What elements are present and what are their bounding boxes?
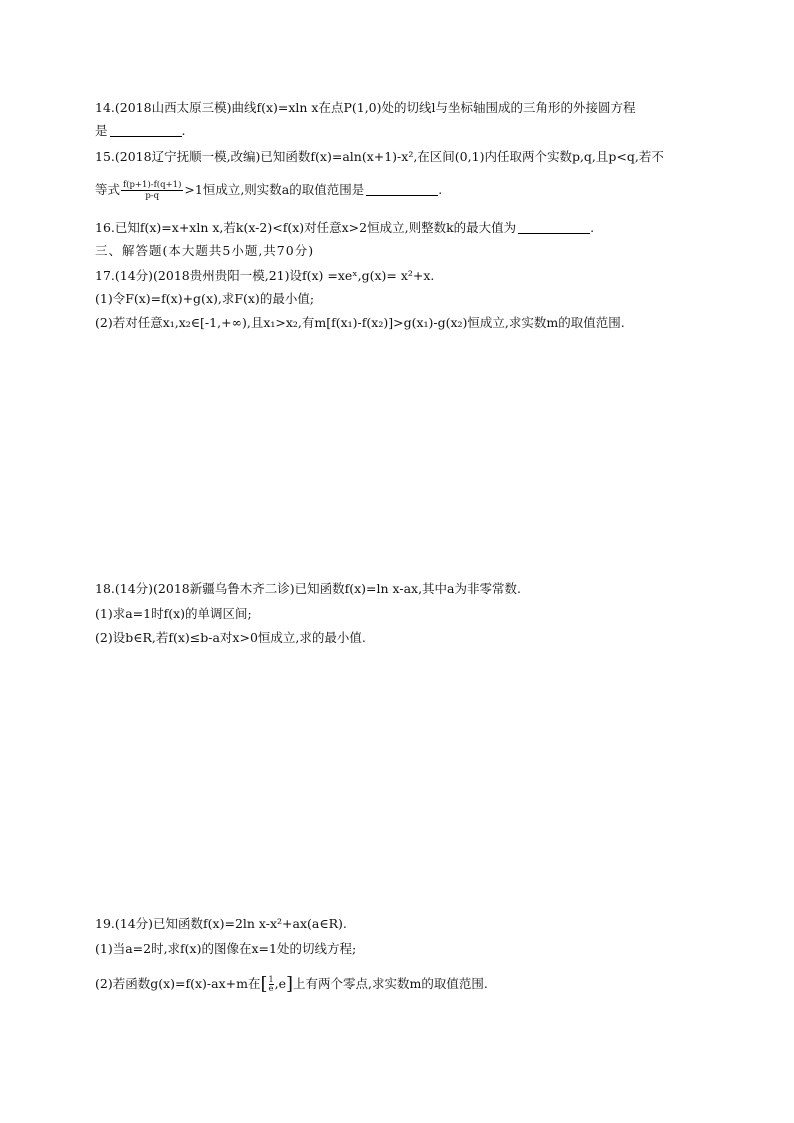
q15-line1: 15.(2018辽宁抚顺一模,改编)已知函数f(x)=aln(x+1)-x²,在区间(0,1)内任取两个实数p,q,且p<q,若不 bbox=[95, 149, 664, 164]
interval-fraction bbox=[269, 976, 274, 993]
interval-upper: ,e bbox=[274, 976, 286, 991]
q19-line2: (1)当a=2时,求f(x)的图像在x=1处的切线方程; bbox=[95, 941, 357, 956]
q19-line3-prefix: (2)若函数g(x)=f(x)-ax+m在 bbox=[95, 976, 261, 991]
q18-line3: (2)设b∈R,若f(x)≤b-a对x>0恒成立,求的最小值. bbox=[95, 630, 366, 645]
q14-line2 bbox=[95, 122, 186, 140]
section-heading: 三、解答题(本大题共5小题,共70分) bbox=[95, 243, 315, 258]
question-16 bbox=[95, 219, 594, 237]
q18-line1: 18.(14分)(2018新疆乌鲁木齐二诊)已知函数f(x)=ln x-ax,其中a为非零常数. bbox=[95, 581, 521, 596]
q15-line2-suffix: . bbox=[438, 182, 443, 197]
interval-left-bracket: [ bbox=[260, 973, 268, 995]
q15-frac-numerator: f(p+1)-f(q+1) bbox=[123, 180, 182, 190]
answer-blank-14[interactable] bbox=[110, 124, 182, 137]
q19-line3 bbox=[95, 975, 488, 994]
q16-suffix: . bbox=[590, 220, 595, 235]
q14-line2-suffix: . bbox=[181, 123, 186, 138]
q17-line3: (2)若对任意x₁,x₂∈[-1,+∞),且x₁>x₂,有m[f(x₁)-f(x₂)]>g(x₁)-g(x₂)恒成立,求实数m的取值范围. bbox=[95, 315, 625, 330]
interval-denominator: e bbox=[268, 984, 274, 993]
q15-line2-mid: >1恒成立,则实数a的取值范围是 bbox=[184, 182, 365, 197]
q15-fraction bbox=[121, 180, 183, 201]
q19-line3-suffix: 上有两个零点,求实数m的取值范围. bbox=[293, 976, 488, 991]
q14-line1: 14.(2018山西太原三模)曲线f(x)=xln x在点P(1,0)处的切线l与坐标轴围成的三角形的外接圆方程 bbox=[95, 100, 636, 115]
q15-frac-denominator: p-q bbox=[145, 191, 160, 201]
q15-line2 bbox=[95, 180, 442, 201]
q16-text: 16.已知f(x)=x+xln x,若k(x-2)<f(x)对任意x>2恒成立,则整数k的最大值为 bbox=[95, 220, 517, 235]
q17-line2: (1)令F(x)=f(x)+g(x),求F(x)的最小值; bbox=[95, 291, 315, 306]
answer-blank-16[interactable] bbox=[518, 221, 590, 234]
q18-line2: (1)求a=1时f(x)的单调区间; bbox=[95, 606, 252, 621]
q14-line2-prefix: 是 bbox=[95, 123, 108, 138]
interval-numerator: 1 bbox=[268, 975, 274, 984]
interval-right-bracket: ] bbox=[285, 973, 293, 995]
q17-line1: 17.(14分)(2018贵州贵阳一模,21)设f(x) =xeˣ,g(x)= x²+x. bbox=[95, 268, 435, 283]
answer-blank-15[interactable] bbox=[366, 183, 438, 196]
q15-line2-prefix: 等式 bbox=[95, 182, 121, 197]
q19-line1: 19.(14分)已知函数f(x)=2ln x-x²+ax(a∈R). bbox=[95, 916, 347, 931]
